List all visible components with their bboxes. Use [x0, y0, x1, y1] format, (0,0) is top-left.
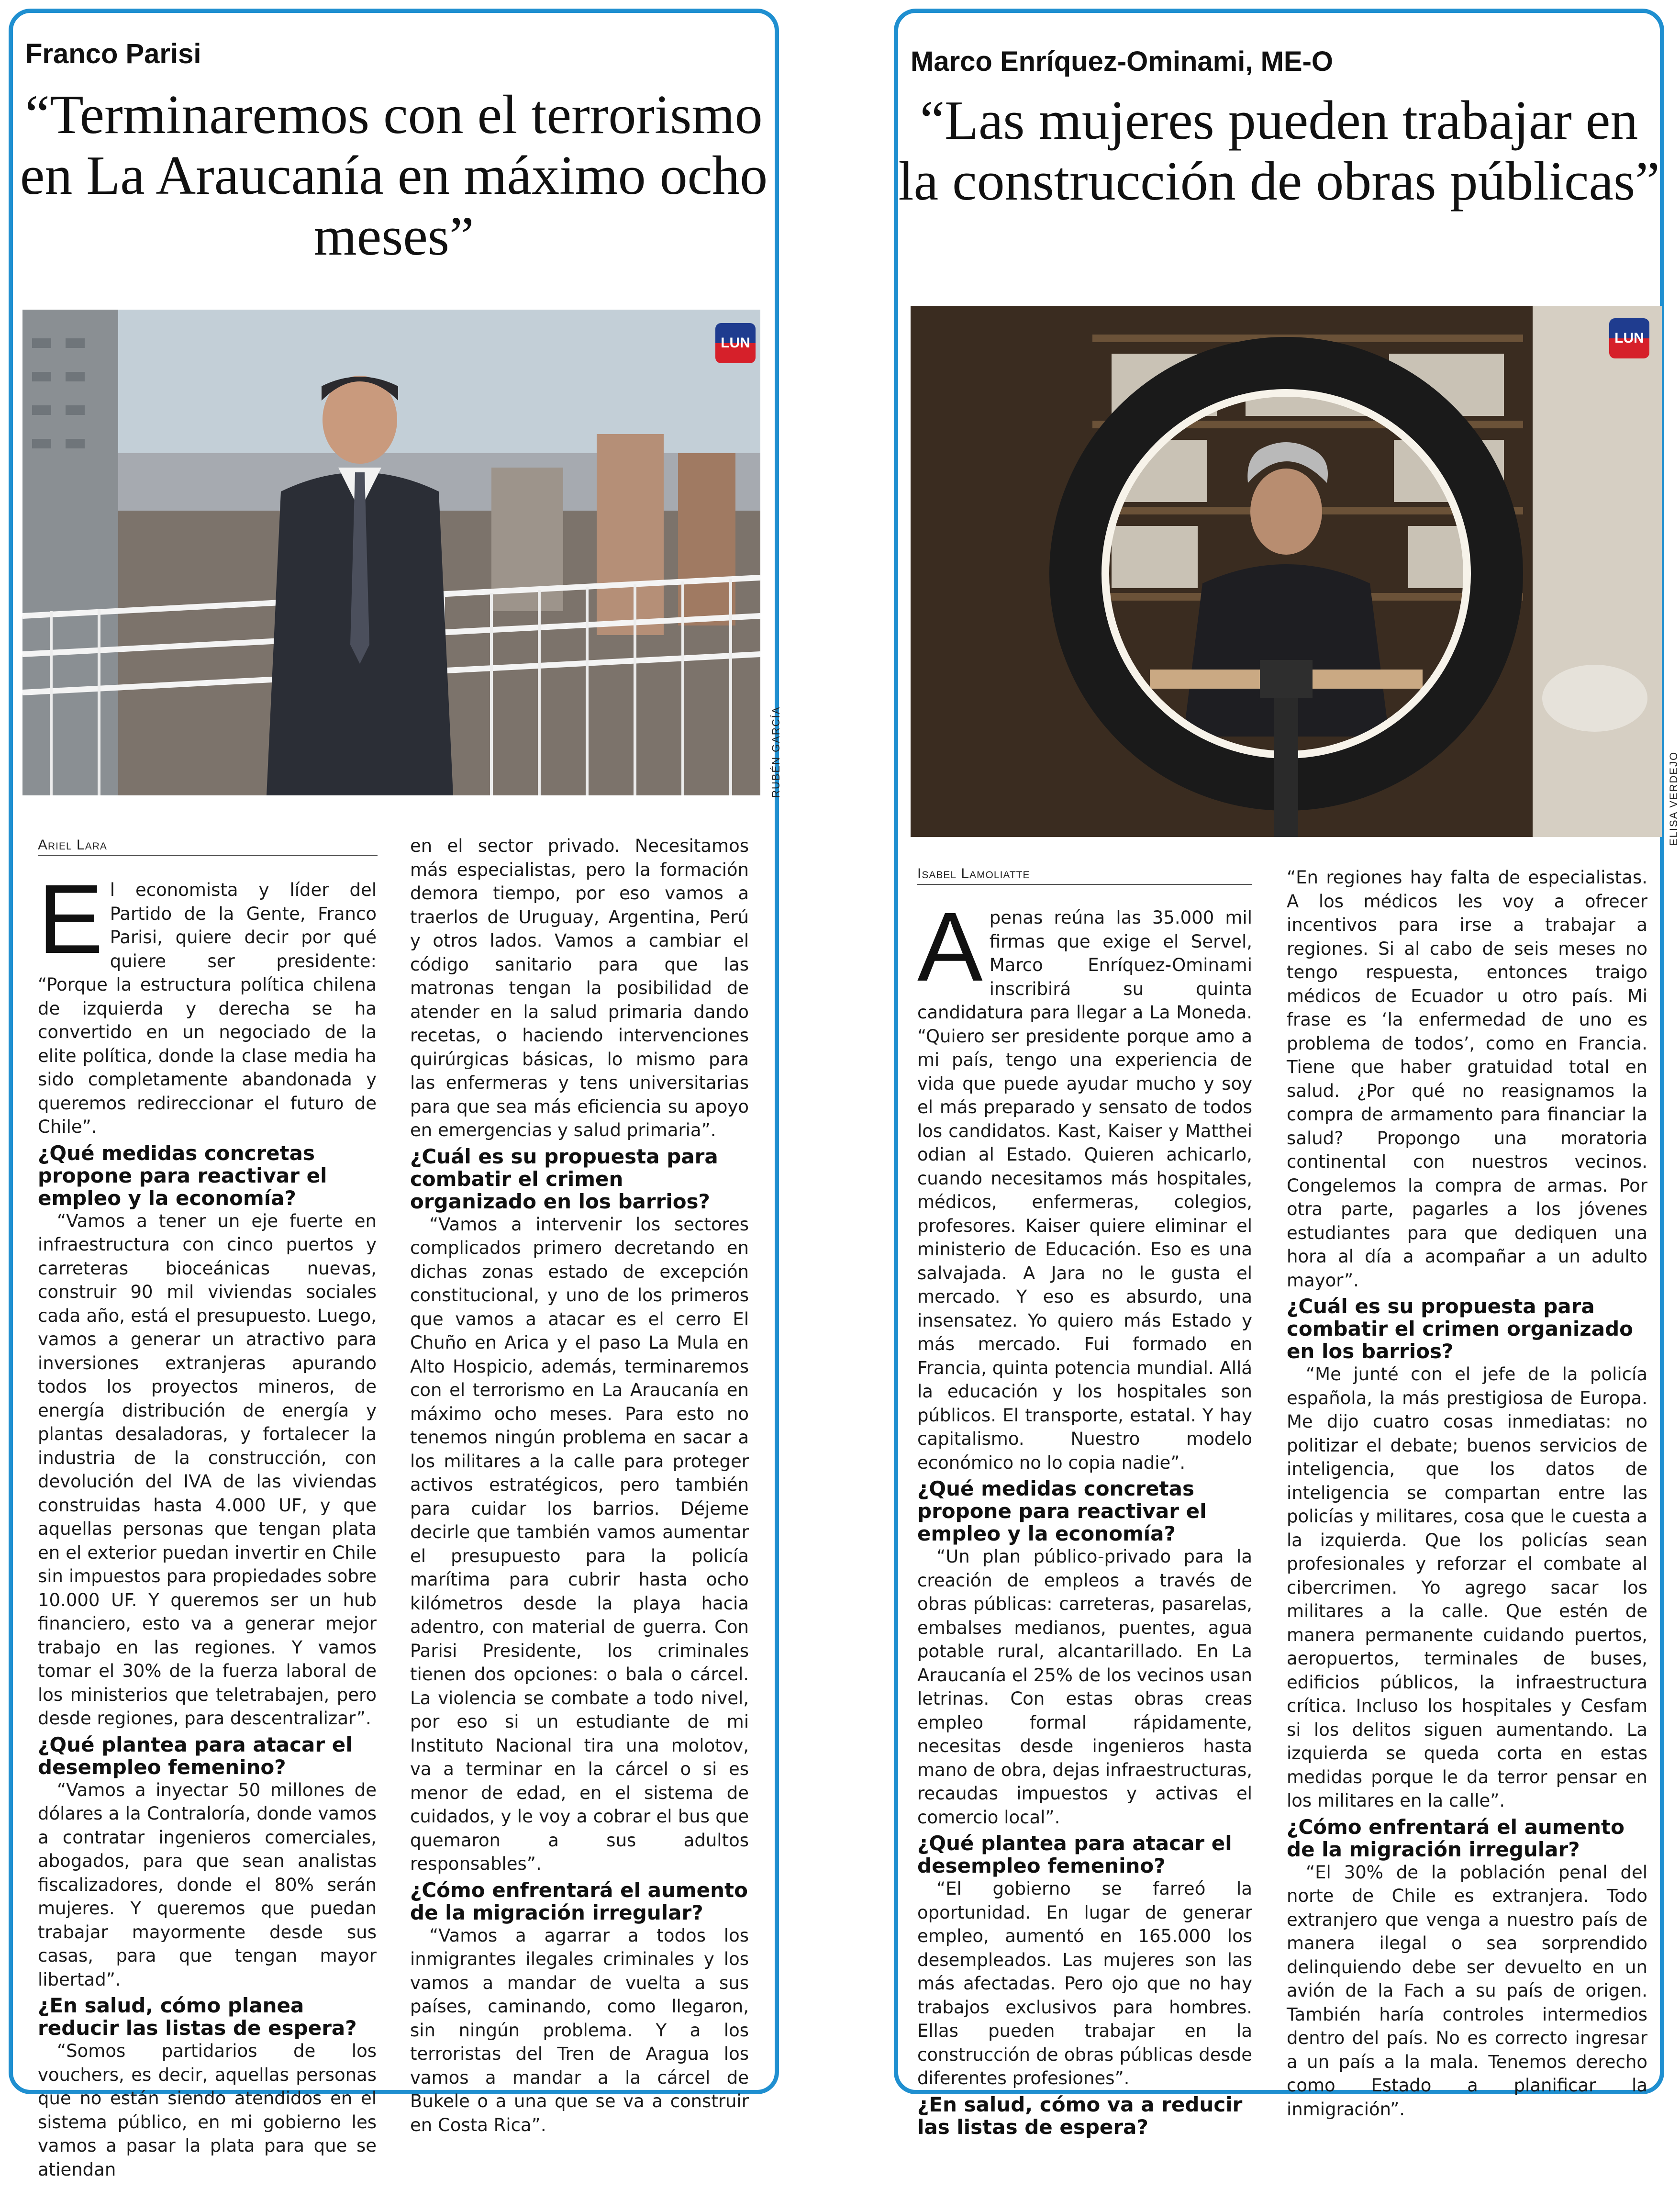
- answer: “El gobierno se farreó la oportunidad. En lugar de generar empleo, aumentó en 165.000 los desempleados. Las mujeres son las más afectadas. Pero ojo que no hay trabajos exclusivos para hombres. Ellas pueden trabajar en la construcción de obras públicas desde diferentes profesiones”.: [917, 1878, 1252, 2088]
- dropcap: A: [917, 892, 983, 1002]
- continued-paragraph: en el sector privado. Necesitamos más especialistas, pero la formación demora tiempo, por eso vamos a traerlos de Uruguay, Argentina, Perú y otros lados. Vamos a cambiar el código sanitario para que las matronas tengan la posibilidad de atender en la salud primaria dando recetas, o haciendo intervenciones quirúrgicas básicas, lo mismo para las enfermeras y tens universitarias para que sea más eficiencia su apoyo en emergencias y salud primaria”.: [410, 836, 749, 1140]
- lun-badge: LUN: [1609, 318, 1649, 358]
- question: ¿Qué medidas concretas propone para reactivar el empleo y la economía?: [917, 1477, 1207, 1545]
- photo-illustration: [911, 306, 1662, 837]
- photo-credit: RUBÉN GARCÍA: [770, 706, 782, 798]
- photo-credit: ELISA VERDEJO: [1668, 751, 1680, 846]
- dropcap: E: [38, 864, 103, 974]
- article-column-2: [410, 834, 749, 2135]
- article-headline: “Las mujeres pueden trabajar en la construcción de obras públicas”: [898, 90, 1660, 212]
- question: ¿Cómo enfrentará el aumento de la migración irregular?: [410, 1878, 748, 1924]
- article-parisi: [9, 9, 782, 2180]
- answer: “Vamos a inyectar 50 millones de dólares a la Contraloría, donde vamos a contratar ingenieros comerciales, abogados, para que sean analistas fiscalizadores, donde el 80% serán mujeres. Y queremos que puedan trabajar mayormente desde sus casas, para que tengan mayor libertad”.: [38, 1779, 377, 1990]
- article-column-1: [38, 864, 377, 2180]
- photo-illustration: [22, 310, 760, 795]
- article-photo: [22, 310, 760, 795]
- article-enriquez-ominami: [894, 9, 1680, 2139]
- question: ¿Cuál es su propuesta para combatir el crimen organizado en los barrios?: [1287, 1295, 1633, 1363]
- question: ¿Qué medidas concretas propone para reactivar el empleo y la economía?: [38, 1141, 327, 1210]
- continued-paragraph: “En regiones hay falta de especialistas. A los médicos les voy a ofrecer incentivos para irse a trabajar a regiones. Si al cabo de seis meses no tengo respuesta, entonces traigo médicos de Ecuador u otro país. Mi frase es ‘la enfermedad de uno es problema de todos’, como en Francia. Tiene que haber gratuidad total en salud. ¿Por qué no reasignamos la compra de armamento para financiar la salud? Propongo una moratoria continental con nuestros vecinos. Congelemos la compra de armas. Por otra parte, pagarles a los jóvenes estudiantes para que dediquen una hora al día a acompañar a un adulto mayor”.: [1287, 867, 1647, 1291]
- answer: “Me junté con el jefe de la policía española, la más prestigiosa de Europa. Me dijo cuatro cosas inmediatas: no politizar el debate; buenos servicios de inteligencia, que los datos de inteligencia se compartan entre las policías y militares, cosa que le cuesta a la izquierda. Que los policías sean profesionales y reforzar el combate al cibercrimen. Yo agrego sacar los militares a la calle. Que estén de manera permanente cuidando puertos, aeropuertos, terminales de buses, edificios públicos, la infraestructura crítica. Incluso los hospitales y Cesfam si los delitos siguen aumentando. La izquierda se queda corta en estas medidas porque le da terror pensar en los militares en la calle”.: [1287, 1364, 1647, 1811]
- question: ¿Cuál es su propuesta para combatir el crimen organizado en los barrios?: [410, 1144, 718, 1213]
- article-kicker: Franco Parisi: [25, 38, 201, 69]
- byline: Ariel Lara: [38, 837, 378, 856]
- question: ¿Qué plantea para atacar el desempleo femenino?: [917, 1832, 1232, 1877]
- article-kicker: Marco Enríquez-Ominami, ME-O: [911, 46, 1333, 77]
- answer: “Vamos a agarrar a todos los inmigrantes ilegales criminales y los vamos a mandar de vuelta a sus países, caminando, como llegaron, sin ningún problema. Y a los terroristas del Tren de Aragua los vamos a mandar a la cárcel de Bukele o a una que se va a construir en Costa Rica”.: [410, 1925, 749, 2135]
- question: ¿Cómo enfrentará el aumento de la migración irregular?: [1287, 1815, 1624, 1861]
- lun-badge: LUN: [715, 323, 756, 363]
- answer: “Somos partidarios de los vouchers, es decir, aquellas personas que no están siendo atendidos en el sistema público, en mi gobierno les vamos a pasar la plata para que se atiendan: [38, 2041, 377, 2180]
- article-column-2: [1287, 866, 1647, 2120]
- article-photo: [911, 306, 1662, 837]
- question: ¿En salud, cómo va a reducir las listas de espera?: [917, 2092, 1243, 2139]
- lead-paragraph: penas reúna las 35.000 mil firmas que exige el Servel, Marco Enríquez-Ominami inscribirá su quinta candidatura para llegar a La Moneda. “Quiero ser presidente porque amo a mi país, tengo una experiencia de vida que puede ayudar mucho y soy el más preparado y sensato de todos los candidatos. Kast, Kaiser y Matthei odian al Estado. Quieren achicarlo, cuando necesitamos más hospitales, médicos, enfermeras, colegios, profesores. Kaiser quiere eliminar el ministerio de Educación. Eso es una salvajada. A Jara no le gusta el mercado. Y eso es absurdo, una insensatez. Yo quiero más Estado y más mercado. Fui formado en Francia, quinta potencia mundial. Allá la educación y los hospitales son públicos. El transporte, estatal. Y hay capitalismo. Nuestro modelo económico no lo copia nadie”.: [917, 907, 1252, 1473]
- question: ¿Qué plantea para atacar el desempleo femenino?: [38, 1732, 353, 1779]
- question: ¿En salud, cómo planea reducir las listas de espera?: [38, 1994, 357, 2040]
- lead-paragraph: l economista y líder del Partido de la Gente, Franco Parisi, quiere decir por qué quiere ser presidente: “Porque la estructura política chilena de izquierda y derecha se ha convertido en un negociado de la elite política, donde la clase media ha sido completamente abandonada y queremos redireccionar el futuro de Chile”.: [38, 880, 377, 1137]
- byline: Isabel Lamoliatte: [917, 866, 1252, 885]
- article-column-1: [917, 892, 1252, 2139]
- answer: “Vamos a tener un eje fuerte en infraestructura con cinco puertos y carreteras bioceánicas nuevas, construir 90 mil viviendas sociales cada año, está el presupuesto. Luego, vamos a generar un atractivo para inversiones extranjeras apurando todos los proyectos mineros, de energía distribución de energía y plantas desaladoras, y fortalecer la industria de la construcción, con devolución del IVA de las viviendas construidas hasta 4.000 UF, y que aquellas personas que tengan plata en el exterior puedan invertir en Chile sin impuestos para propiedades sobre 10.000 UF. Y queremos ser un hub financiero, esto va a generar mejor trabajo en las regiones. Y vamos tomar el 30% de la fuerza laboral de los ministerios que teletrabajen, pero desde regiones, para descentralizar”.: [38, 1210, 377, 1729]
- answer: “Un plan público-privado para la creación de empleos a través de obras públicas: carreteras, pasarelas, embalses medianos, puentes, agua potable rural, alcantarillado. En La Araucanía el 25% de los vecinos usan letrinas. Con estas obras creas empleo formal rápidamente, necesitas desde ingenieros hasta mano de obra, dejas infraestructuras, recaudas impuestos y activas el comercio local”.: [917, 1546, 1252, 1828]
- article-headline: “Terminaremos con el terrorismo en La Araucanía en máximo ocho meses”: [20, 84, 768, 267]
- answer: “El 30% de la población penal del norte de Chile es extranjera. Todo extranjero que venga a nuestro país de manera ilegal o sea sorprendido delinquiendo debe ser devuelto en un avión de la Fach a su país de origen. También haría controles intermedios dentro del país. No es correcto ingresar a un país a la mala. Tenemos derecho como Estado a planificar la inmigración”.: [1287, 1862, 1647, 2120]
- answer: “Vamos a intervenir los sectores complicados primero decretando en dichas zonas estado de excepción constitucional, y uno de los primeros que vamos a atacar es el cerro El Chuño en Arica y el paso La Mula en Alto Hospicio, además, terminaremos con el terrorismo en La Araucanía en máximo ocho meses. Para esto no tenemos ningún problema en sacar a los militares a la calle para proteger activos estratégicos, pero también para cuidar los barrios. Déjeme decirle que también vamos aumentar el presupuesto para la policía marítima para cubrir hasta ocho kilómetros desde la playa hacia adentro, con material de guerra. Con Parisi Presidente, los criminales tienen dos opciones: o bala o cárcel. La violencia se combate a todo nivel, por eso si un estudiante de mi Instituto Nacional tira una molotov, va a terminar en la cárcel o si es menor de edad, en el sistema de cuidados, y le voy a cobrar el bus que quemaron a sus adultos responsables”.: [410, 1214, 749, 1874]
